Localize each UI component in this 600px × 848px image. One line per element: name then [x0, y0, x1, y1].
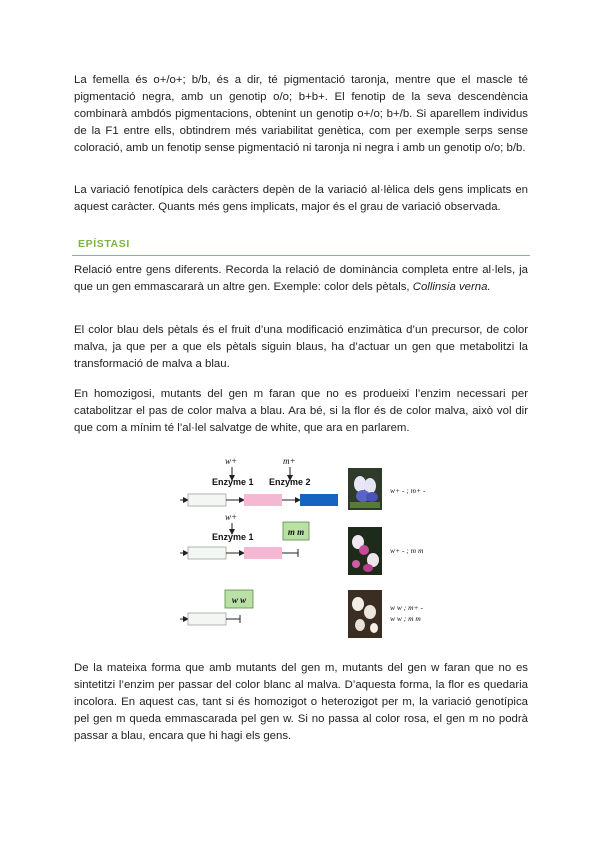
paragraph-homozygosis: En homozigosi, mutants del gen m faran que no es produeixi l’enzim necessari per catabolitzar el pas de color malva a blau. Ara bé, si la flor és de color malva, això vol dir que com a mínim té l’al·lel salvatge de white, que ara en parlarem.: [74, 388, 528, 434]
white-precursor-block: [188, 547, 226, 559]
genotype-label-row3b: w w ; m m: [390, 614, 421, 623]
pathway-row-1: [180, 456, 426, 510]
flower-photo-white: [348, 590, 382, 638]
allele-w-plus-label: w+: [225, 512, 238, 522]
allele-w-plus-label: w+: [225, 456, 238, 466]
paragraph-f1-cross: La femella és o+/o+; b/b, és a dir, té pigmentació taronja, mentre que el mascle té pigmentació negra, amb un genotip o/o; b+b+. El fenotip de la seva descendència combinarà ambdós pigmentacions, obtenint un genotip o+/o; b+/b. Si aparellem individus de la F1 entre ells, obtindrem més variabilitat genètica, com per exemple serps sense coloració, amb un fenotip sense pigmentació ni taronja ni negra i amb un genotip o/o; b/b.: [74, 74, 528, 154]
mm-mutant-label: m m: [287, 527, 305, 537]
flower-photo-blue: [348, 468, 382, 510]
pathway-row-3: [180, 590, 423, 638]
paragraph-phenotypic-variation: La variació fenotípica dels caràcters depèn de la variació al·lèlica dels gens implicats en aquest caràcter. Quants més gens implicats, major és el grau de variació observada.: [74, 184, 528, 213]
enzyme-1-label: Enzyme 1: [212, 532, 254, 542]
paragraph-epistasis-definition: [74, 262, 528, 296]
enzyme-2-label: Enzyme 2: [269, 477, 311, 487]
species-name: Collinsia verna.: [412, 281, 491, 293]
pink-intermediate-block: [244, 494, 282, 506]
allele-m-plus-label: m+: [283, 456, 296, 466]
white-precursor-block: [188, 494, 226, 506]
epistasis-diagram: [170, 450, 440, 650]
pink-intermediate-block: [244, 547, 282, 559]
genotype-label-row1: w+ - ; m+ -: [390, 486, 426, 495]
flower-photo-pink: [348, 527, 382, 575]
blue-product-block: [300, 494, 338, 506]
pathway-row-2: [180, 512, 424, 575]
section-divider: [72, 255, 530, 256]
genotype-label-row3a: w w ; m+ -: [390, 603, 423, 612]
genotype-label-row2: w+ - ; m m: [390, 546, 424, 555]
paragraph-w-mutants: De la mateixa forma que amb mutants del gen m, mutants del gen w faran que no es sintetitzi l’enzim per passar del color blanc al malva. D’aquesta forma, la flor es quedaria incolora. En aquest cas, tant si és homozigot o heterozigot per m, la variació genotípica pel gen m queda emmascarada pel gen w. Si no passa al color rosa, el gen m no podrà passar a blau, encara que hi hagi els gens.: [74, 662, 528, 742]
paragraph-blue-color: El color blau dels pètals és el fruit d’una modificació enzimàtica d’un precursor, de color malva, ja que per a que els pètals siguin blaus, ha d’actuar un gen que metabolitzi la transformació de malva a blau.: [74, 324, 528, 370]
ww-mutant-label: w w: [231, 595, 247, 605]
enzyme-1-label: Enzyme 1: [212, 477, 254, 487]
section-title-epistasi: EPÍSTASI: [78, 238, 130, 250]
definition-text: Relació entre gens diferents. Recorda la relació de dominància completa entre al·lels, ja que un gen emmascararà un altre gen. Exemple: color dels pètals,: [74, 264, 528, 293]
white-precursor-block: [188, 613, 226, 625]
